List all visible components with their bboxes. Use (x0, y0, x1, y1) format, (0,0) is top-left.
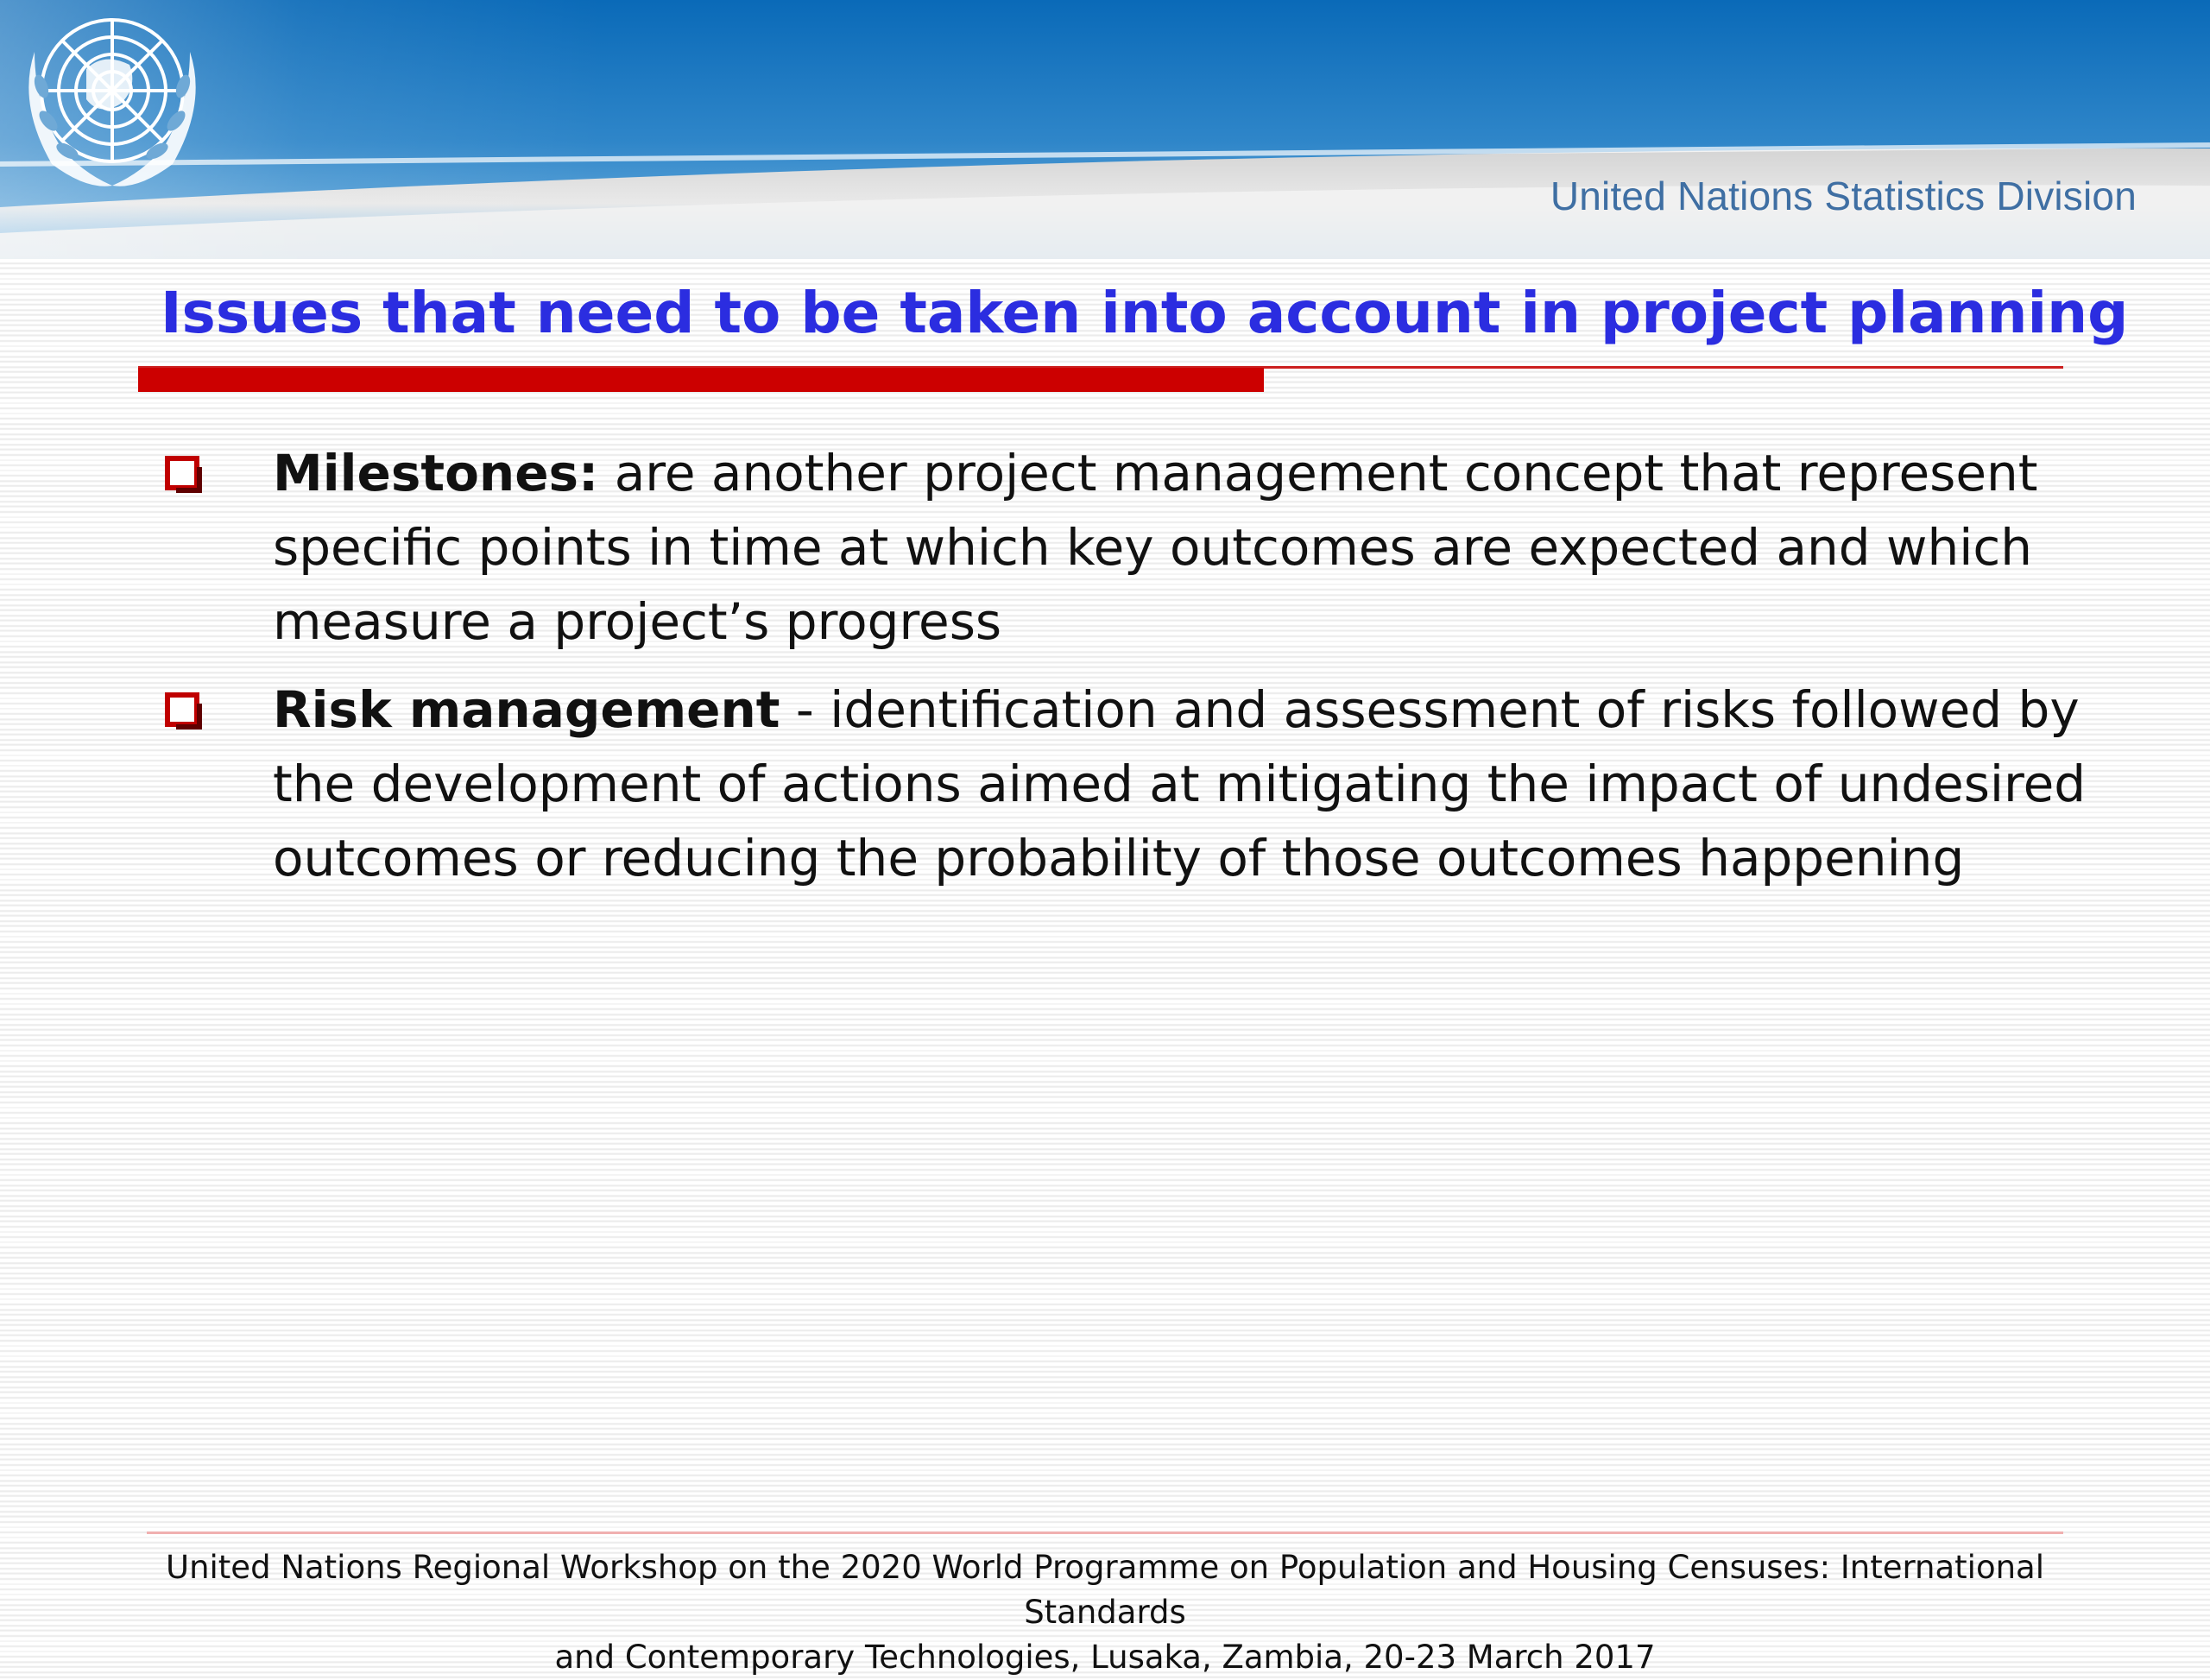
bullet-list (161, 436, 2129, 909)
slide-title: Issues that need to be taken into account in project planning (161, 280, 2129, 346)
un-emblem-icon (0, 0, 224, 199)
bullet-text: are another project management concept that represent specific points in time at which key outcomes are expected and which measure a project’s progress (273, 444, 2038, 651)
footer (104, 1545, 2106, 1680)
checkbox-bullet-icon (164, 455, 205, 496)
checkbox-bullet-icon (164, 692, 205, 733)
banner-background (0, 0, 2210, 259)
bullet-item-milestones (161, 436, 2129, 659)
footer-line-1: United Nations Regional Workshop on the 2020 World Programme on Population and Housing Censuses: International Standards (165, 1549, 2044, 1631)
bullet-item-risk-management (161, 673, 2129, 895)
footer-line-2: and Contemporary Technologies, Lusaka, Zambia, 20-23 March 2017 (554, 1639, 1656, 1676)
bullet-term: Milestones: (273, 444, 599, 502)
header-banner (0, 0, 2210, 259)
bullet-text: - identification and assessment of risks followed by the development of actions aimed at mitigating the impact of undesired outcomes or reducing the probability of those outcomes happening (273, 680, 2087, 887)
title-underline-thick (138, 368, 1264, 392)
bullet-term: Risk management (273, 680, 780, 739)
organization-name: United Nations Statistics Division (1550, 174, 2137, 218)
footer-divider (147, 1532, 2063, 1534)
